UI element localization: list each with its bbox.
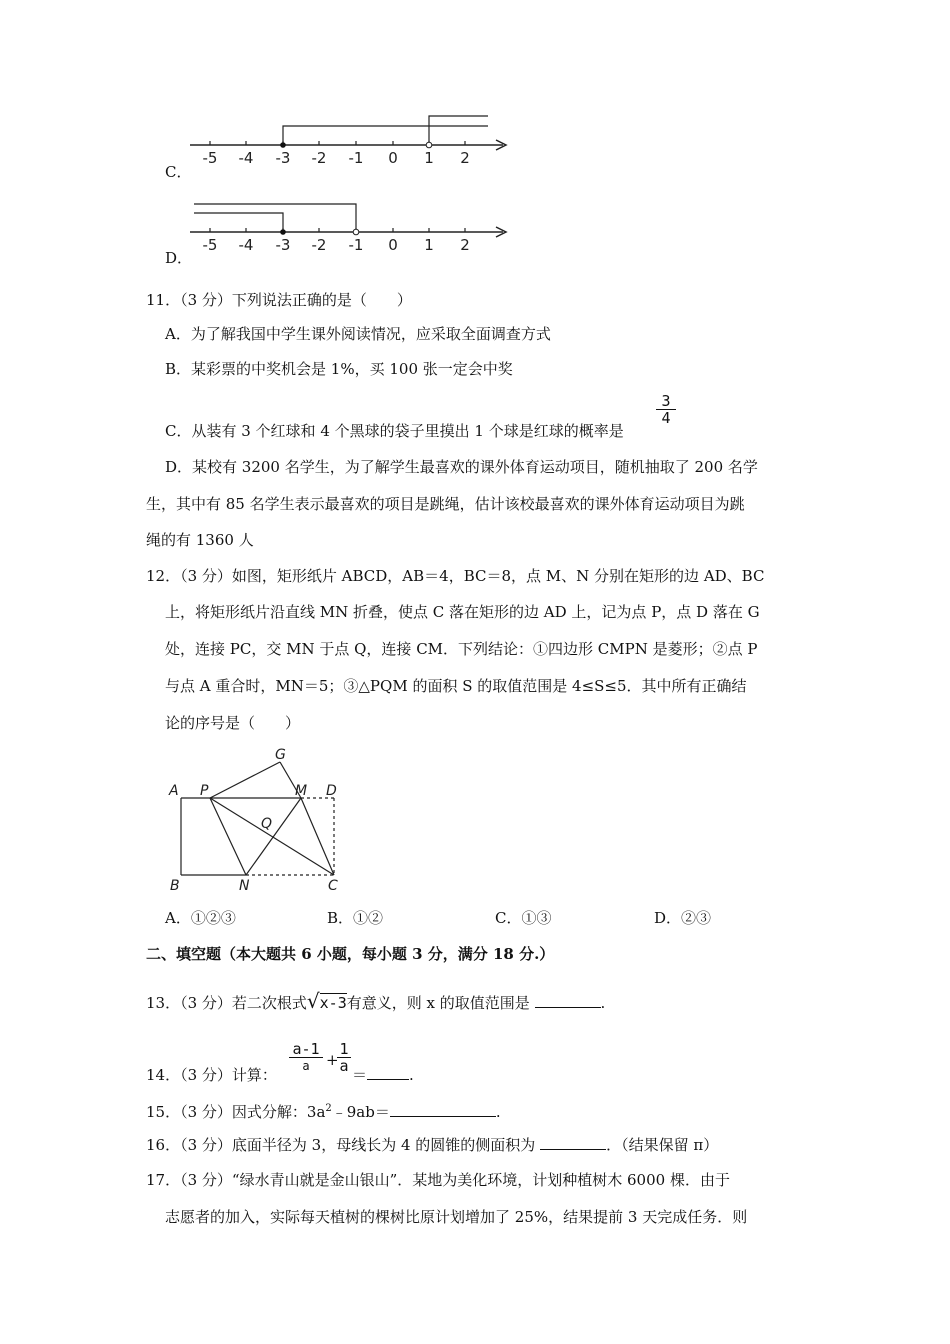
segment-MC xyxy=(301,798,334,875)
q12-line5: 论的序号是（ ） xyxy=(165,714,301,732)
q12-option-c: C．①③ xyxy=(495,909,552,927)
tick-label: -3 xyxy=(275,236,291,254)
q12-option-a: A．①②③ xyxy=(165,909,236,927)
tick-label: -2 xyxy=(311,149,327,167)
tick-label: -5 xyxy=(202,236,218,254)
q16-text xyxy=(146,1135,718,1155)
q12-line3: 处，连接 PC，交 MN 于点 Q，连接 CM．下列结论：①四边形 CMPN 是菱形；②点 P xyxy=(165,640,758,658)
answer-blank[interactable] xyxy=(540,1135,606,1150)
q12-line4: 与点 A 重合时，MN＝5；③△PQM 的面积 S 的取值范围是 4≤S≤5．其中所有正确结 xyxy=(165,677,747,695)
label-Q: Q xyxy=(261,816,273,832)
q12-line1: 12．（3 分）如图，矩形纸片 ABCD，AB＝4，BC＝8，点 M、N 分别在矩形的边 AD、BC xyxy=(146,567,765,585)
solution-ray-right xyxy=(429,116,488,145)
number-line-d xyxy=(188,197,518,257)
q16-prefix: 16．（3 分）底面半径为 3，母线长为 4 的圆锥的侧面积为 xyxy=(146,1136,536,1154)
tick-label: -1 xyxy=(348,236,364,254)
q13-prefix: 13．（3 分）若二次根式 xyxy=(146,994,307,1012)
hollow-dot xyxy=(426,142,432,148)
answer-blank[interactable] xyxy=(535,993,601,1008)
q15-text xyxy=(146,1099,501,1122)
q11-option-c: C．从装有 3 个红球和 4 个黑球的袋子里摸出 1 个球是红球的概率是 xyxy=(165,422,624,440)
label-G: G xyxy=(275,747,286,763)
tick-label: -2 xyxy=(311,236,327,254)
tick-label: 2 xyxy=(460,149,470,167)
tick-label: 0 xyxy=(388,236,398,254)
q13-end: . xyxy=(600,994,606,1012)
q15-exponent: 2 xyxy=(325,1103,332,1114)
solid-dot xyxy=(280,229,286,235)
fraction-denominator: a xyxy=(302,1059,310,1073)
answer-blank[interactable] xyxy=(367,1065,409,1080)
fraction-numerator: 1 xyxy=(337,1041,351,1058)
q14-plus: + xyxy=(326,1051,339,1069)
tick-label: -1 xyxy=(348,149,364,167)
q17-line2: 志愿者的加入，实际每天植树的棵树比原计划增加了 25%，结果提前 3 天完成任务．则 xyxy=(165,1208,748,1226)
solution-ray-short xyxy=(194,213,283,232)
radical-sign: √ xyxy=(306,989,320,1013)
tick-label: -5 xyxy=(202,149,218,167)
option-c-label: C． xyxy=(165,163,192,181)
q15-mid: ﹣9ab＝ xyxy=(331,1103,390,1121)
label-D: D xyxy=(326,783,337,799)
label-M: M xyxy=(295,783,308,799)
q11-c-fraction xyxy=(656,393,676,426)
hollow-dot xyxy=(353,229,359,235)
q13-suffix: 有意义，则 x 的取值范围是 xyxy=(346,994,530,1012)
q11-option-d-line2: 生，其中有 85 名学生表示最喜欢的项目是跳绳，估计该校最喜欢的课外体育运动项目为跳 xyxy=(146,495,745,513)
q13-radicand: x-3 xyxy=(319,994,347,1012)
q12-option-b: B．①② xyxy=(327,909,384,927)
q11-option-a: A．为了解我国中学生课外阅读情况，应采取全面调查方式 xyxy=(165,325,551,343)
tick-label: 0 xyxy=(388,149,398,167)
q14-fraction-1 xyxy=(289,1041,323,1074)
q14-fraction-2 xyxy=(337,1041,351,1074)
segment-MN xyxy=(246,798,301,875)
tick-label: -3 xyxy=(275,149,291,167)
q14-prefix: 14．（3 分）计算： xyxy=(146,1066,277,1084)
solution-ray-left xyxy=(283,126,488,145)
solution-ray-long xyxy=(194,204,356,232)
q14-end: . xyxy=(409,1066,414,1084)
answer-blank[interactable] xyxy=(390,1102,496,1117)
q11-option-b: B．某彩票的中奖机会是 1%，买 100 张一定会中奖 xyxy=(165,360,513,378)
label-C: C xyxy=(328,878,338,894)
number-line-c xyxy=(188,110,518,172)
q14-equals: ＝ xyxy=(352,1066,368,1084)
tick-label: -4 xyxy=(238,236,254,254)
label-P: P xyxy=(200,783,209,799)
label-B: B xyxy=(170,878,180,894)
segment-PG xyxy=(210,762,280,798)
q11-stem: 11．（3 分）下列说法正确的是（ ） xyxy=(146,291,412,309)
tick-label: 2 xyxy=(460,236,470,254)
tick-label: 1 xyxy=(424,149,434,167)
tick-label: 1 xyxy=(424,236,434,254)
q15-prefix: 15．（3 分）因式分解：3a xyxy=(146,1103,326,1121)
q12-rectangle-figure xyxy=(160,740,360,895)
q15-end: . xyxy=(495,1103,501,1121)
section-title: 二、填空题（本大题共 6 小题，每小题 3 分，满分 18 分.） xyxy=(146,945,555,963)
solid-dot xyxy=(280,142,286,148)
fraction-numerator: 3 xyxy=(656,393,676,410)
q12-line2: 上，将矩形纸片沿直线 MN 折叠，使点 C 落在矩形的边 AD 上，记为点 P，点 D 落在 G xyxy=(165,603,760,621)
tick-label: -4 xyxy=(238,149,254,167)
q11-option-d-line1: D．某校有 3200 名学生，为了解学生最喜欢的课外体育运动项目，随机抽取了 200 名学 xyxy=(165,458,758,476)
label-A: A xyxy=(169,783,179,799)
q12-option-d: D．②③ xyxy=(654,909,712,927)
fraction-denominator: 4 xyxy=(661,409,671,427)
label-N: N xyxy=(239,878,250,894)
fraction-denominator: a xyxy=(339,1057,349,1075)
fraction-numerator: a-1 xyxy=(289,1041,323,1058)
option-d-label: D． xyxy=(165,249,193,267)
q17-line1: 17．（3 分）“绿水青山就是金山银山”．某地为美化环境，计划种植树木 6000 棵．由于 xyxy=(146,1171,730,1189)
q13-text xyxy=(146,991,605,1013)
q11-option-d-line3: 绳的有 1360 人 xyxy=(146,531,254,549)
q16-end: ．（结果保留 π） xyxy=(606,1136,719,1154)
q14-tail xyxy=(352,1065,414,1085)
